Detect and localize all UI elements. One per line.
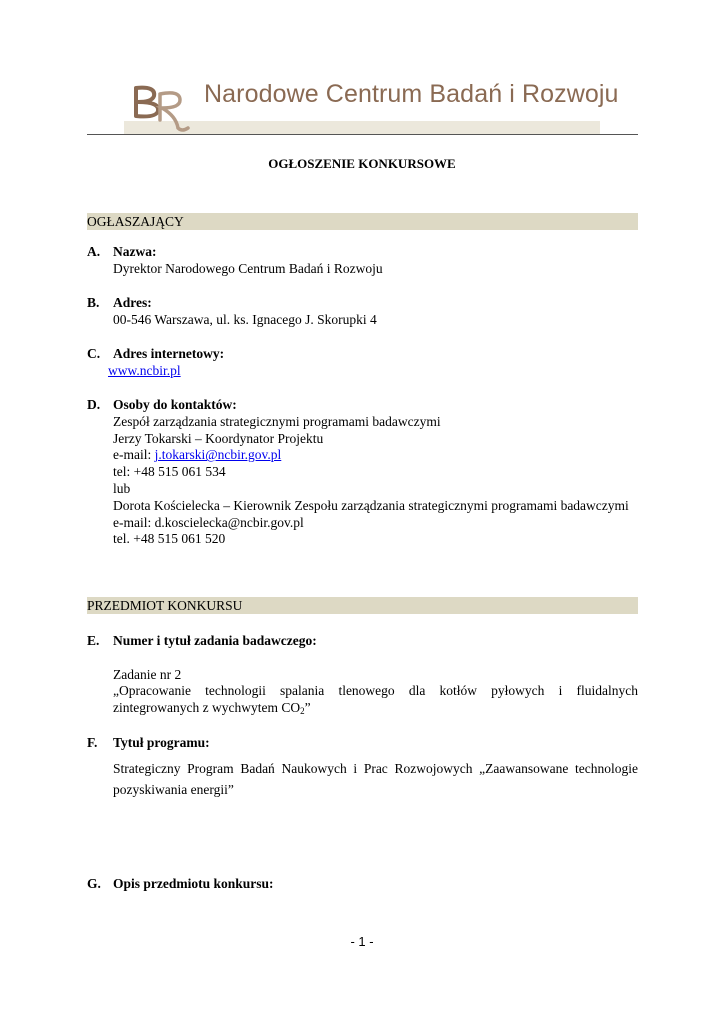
header-band xyxy=(124,121,600,134)
page-number: - 1 - xyxy=(350,934,374,949)
co2-subscript: 2 xyxy=(300,706,305,717)
item-heading: Osoby do kontaktów: xyxy=(113,397,237,412)
item-heading: Adres internetowy: xyxy=(113,346,225,361)
item-letter: A. xyxy=(87,244,101,259)
section-label: OGŁASZAJĄCY xyxy=(87,214,184,229)
item-letter: C. xyxy=(87,346,101,361)
item-heading: Nazwa: xyxy=(113,244,157,259)
item-g-description xyxy=(87,876,638,893)
item-letter: G. xyxy=(87,876,101,891)
item-heading: Tytuł programu: xyxy=(113,735,210,750)
item-line: Dyrektor Narodowego Centrum Badań i Rozwoju xyxy=(113,260,383,276)
item-letter: B. xyxy=(87,295,100,310)
contact-team: Zespół zarządzania strategicznymi programami badawczymi xyxy=(113,413,441,429)
contact2-name: Dorota Kościelecka – Kierownik Zespołu zarządzania strategicznymi programami badawczymi xyxy=(113,497,629,513)
item-letter: E. xyxy=(87,633,100,648)
page-title: OGŁOSZENIE KONKURSOWE xyxy=(268,156,456,171)
item-e-task xyxy=(87,633,638,717)
item-letter: F. xyxy=(87,735,98,750)
item-d-contacts xyxy=(87,397,638,548)
logo-text: Narodowe Centrum Badań i Rozwoju xyxy=(204,80,619,108)
contact-or: lub xyxy=(113,480,131,496)
section-header-subject xyxy=(87,597,638,614)
contact1-email-line xyxy=(113,447,638,464)
section-header-announcer xyxy=(87,213,638,230)
contact1-name: Jerzy Tokarski – Koordynator Projektu xyxy=(113,430,324,446)
contact2-phone: tel. +48 515 061 520 xyxy=(113,531,226,547)
item-heading: Opis przedmiotu konkursu: xyxy=(113,876,274,891)
item-b-address xyxy=(87,295,638,329)
contact2-email: e-mail: d.koscielecka@ncbir.gov.pl xyxy=(113,514,304,530)
header-rule xyxy=(87,134,638,135)
website-link[interactable]: www.ncbir.pl xyxy=(108,362,181,378)
item-heading: Numer i tytuł zadania badawczego: xyxy=(113,633,317,648)
item-line: 00-546 Warszawa, ul. ks. Ignacego J. Skorupki 4 xyxy=(113,311,377,327)
item-letter: D. xyxy=(87,397,101,412)
task-title: „Opracowanie technologii spalania tlenowego dla kotłów pyłowych i fluidalnych zintegrowanych z wychwytem $CO_2$” xyxy=(113,683,638,717)
section-label: PRZEDMIOT KONKURSU xyxy=(87,598,243,613)
task-number: Zadanie nr 2 xyxy=(113,666,182,682)
item-heading: Adres: xyxy=(113,295,152,310)
item-f-program xyxy=(87,735,638,800)
program-title: Strategiczny Program Badań Naukowych i Prac Rozwojowych „Zaawansowane technologie pozyskiwania energii” xyxy=(113,760,638,797)
logo-icon xyxy=(130,76,194,132)
email-label: e-mail: xyxy=(113,447,155,463)
contact1-phone: tel: +48 515 061 534 xyxy=(113,464,226,480)
item-a-name xyxy=(87,244,638,278)
item-c-website xyxy=(87,346,638,380)
contact1-email-link[interactable]: j.tokarski@ncbir.gov.pl xyxy=(154,447,282,463)
